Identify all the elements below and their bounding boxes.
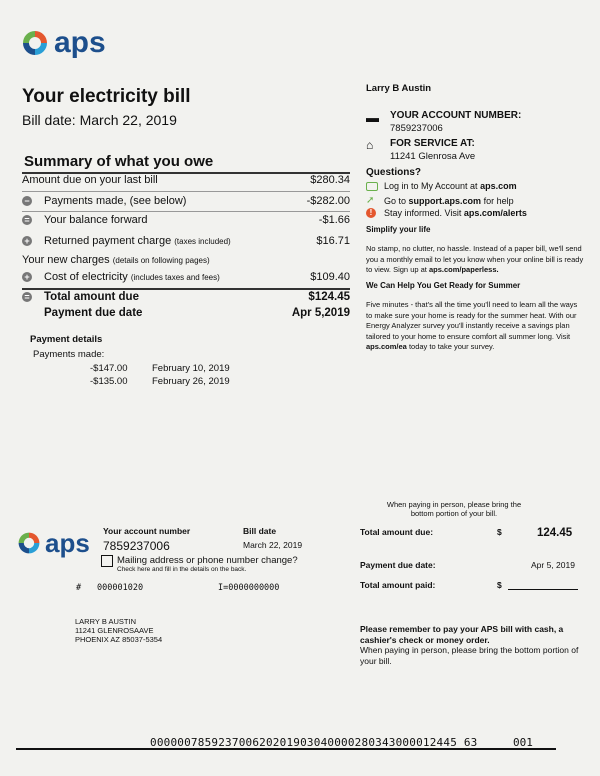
- scanline-tail: 001: [513, 736, 533, 749]
- equals-icon: =: [22, 215, 32, 225]
- rule: [22, 191, 350, 192]
- scanline: 000000785923700620201903040000280343000012445 63: [150, 736, 478, 749]
- stub-due-date-value: Apr 5, 2019: [531, 560, 575, 570]
- account-label: YOUR ACCOUNT NUMBER:: [390, 110, 522, 121]
- payments-row: [22, 195, 350, 207]
- electricity-note: (includes taxes and fees): [130, 272, 220, 282]
- stub-dollar-sign: $: [497, 527, 502, 537]
- payment-reminder: [360, 624, 590, 666]
- forward-row: [22, 214, 350, 226]
- login-text: Log in to My Account at: [384, 181, 478, 191]
- alerts-link[interactable]: aps.com/alerts: [463, 208, 527, 218]
- stub-account-number: 7859237006: [103, 539, 170, 553]
- simplify-body: [366, 244, 584, 276]
- forward-value: -$1.66: [318, 214, 350, 226]
- support-tail: for help: [483, 195, 514, 206]
- reminder-text: When paying in person, please bring the bottom portion of your bill.: [360, 645, 579, 666]
- stub-due-date-label: Payment due date:: [360, 560, 436, 570]
- payments-label: Payments made, (see below): [44, 195, 187, 207]
- stub-total-due-label: Total amount due:: [360, 527, 434, 537]
- last-bill-value: $280.34: [310, 174, 350, 186]
- aps-logo: [20, 28, 106, 58]
- plus-icon: +: [22, 236, 32, 246]
- login-row: [366, 181, 517, 191]
- electricity-row: [22, 271, 350, 283]
- equals-icon: =: [22, 292, 32, 302]
- support-link[interactable]: support.aps.com: [408, 195, 482, 206]
- total-row: [22, 291, 350, 303]
- bill-date: Bill date: March 22, 2019: [22, 112, 177, 128]
- house-icon: ⌂: [366, 138, 374, 152]
- returned-row: [22, 235, 350, 247]
- payment-amount: -$135.00: [90, 376, 128, 387]
- returned-value: $16.71: [316, 235, 350, 247]
- alerts-row: [366, 208, 527, 218]
- electricity-label: Cost of electricity: [44, 271, 128, 283]
- stub-code2: I=0000000000: [218, 583, 280, 593]
- alert-icon: !: [366, 208, 376, 218]
- cursor-icon: ➚: [366, 195, 375, 206]
- payment-row: [90, 363, 230, 374]
- simplify-title: Simplify your life: [366, 225, 431, 234]
- alerts-text: Stay informed. Visit: [384, 208, 462, 218]
- stub-logo-text: aps: [45, 528, 90, 558]
- hash-mark: #: [76, 583, 82, 593]
- support-text: Go to: [384, 195, 407, 206]
- address-line: 11241 GLENROSAAVE: [75, 626, 154, 635]
- summer-body: [366, 300, 584, 353]
- aps-logo-mark-icon: [16, 530, 42, 556]
- minus-icon: −: [22, 196, 32, 206]
- last-bill-label: Amount due on your last bill: [22, 174, 158, 186]
- logo-text: aps: [54, 26, 106, 59]
- service-address: 11241 Glenrosa Ave: [390, 151, 476, 162]
- account-number: 7859237006: [390, 123, 443, 134]
- due-label: Payment due date: [44, 307, 143, 319]
- returned-note: (taxes included): [174, 236, 231, 246]
- service-block: [366, 138, 475, 162]
- aps-logo-mark-icon: [20, 28, 50, 58]
- address-line: PHOENIX AZ 85037-5354: [75, 635, 163, 644]
- in-person-note: When paying in person, please bring the bottom portion of your bill.: [386, 500, 522, 518]
- stub-billdate-value: March 22, 2019: [243, 540, 303, 550]
- summary-title: Summary of what you owe: [24, 153, 214, 170]
- simplify-text: No stamp, no clutter, no hassle. Instead of a paper bill, we'll send you a monthly email to let you know when your online bill is ready to view. Sign up at: [366, 244, 584, 274]
- service-label: FOR SERVICE AT:: [390, 138, 475, 149]
- stub-code1: 000001020: [97, 583, 144, 593]
- questions-title: Questions?: [366, 167, 422, 178]
- returned-label: Returned payment charge: [44, 235, 172, 247]
- mailing-change-checkbox[interactable]: [101, 555, 113, 567]
- total-value: $124.45: [308, 291, 350, 303]
- last-bill-row: [22, 174, 350, 186]
- address-line: LARRY B AUSTIN: [75, 617, 136, 626]
- rule: [22, 211, 350, 212]
- stub-dollar-sign: $: [497, 580, 502, 590]
- payment-date: February 26, 2019: [152, 376, 230, 387]
- amount-paid-field[interactable]: [508, 589, 578, 590]
- paperless-link[interactable]: aps.com/paperless.: [428, 265, 499, 274]
- new-charges-note: (details on following pages): [112, 255, 210, 265]
- summer-tail: today to take your survey.: [408, 342, 495, 351]
- stub-paid-label: Total amount paid:: [360, 580, 436, 590]
- electricity-value: $109.40: [310, 271, 350, 283]
- folder-icon: ▬: [366, 110, 379, 125]
- stub-account-label: Your account number: [103, 526, 191, 536]
- payment-row: [90, 376, 230, 387]
- page-title: Your electricity bill: [22, 86, 191, 107]
- summer-text: Five minutes - that's all the time you'll need to learn all the ways to make sure your home is ready for the summer heat. With our Energy Analyzer survey you'll instantly receive a savings plan tailored to your home to ensure comfort all summer long. Visit: [366, 300, 578, 341]
- mailing-address: [75, 617, 162, 644]
- total-label: Total amount due: [44, 291, 139, 303]
- due-value: Apr 5,2019: [291, 307, 350, 319]
- due-row: [22, 307, 350, 319]
- ea-link[interactable]: aps.com/ea: [366, 342, 407, 351]
- account-block: [366, 110, 521, 134]
- plus-icon: +: [22, 272, 32, 282]
- reminder-bold: Please remember to pay your APS bill with cash, a cashier's check or money order.: [360, 624, 564, 645]
- login-link[interactable]: aps.com: [480, 181, 517, 191]
- right-column: [366, 83, 588, 351]
- payment-details-title: Payment details: [30, 334, 103, 345]
- stub-billdate-label: Bill date: [243, 526, 277, 536]
- mailing-label: Mailing address or phone number change?: [117, 555, 298, 566]
- payment-details-subtitle: Payments made:: [33, 349, 105, 360]
- summer-title: We Can Help You Get Ready for Summer: [366, 281, 521, 290]
- new-charges-label: Your new charges: [22, 254, 110, 266]
- support-row: [366, 195, 514, 206]
- new-charges-row: [22, 254, 350, 266]
- stub-total-due-value: 124.45: [537, 527, 573, 539]
- stub-aps-logo: [16, 530, 90, 556]
- total-rule: [22, 288, 350, 290]
- chat-icon: [366, 182, 378, 191]
- customer-name: Larry B Austin: [366, 83, 432, 94]
- mailing-note: Check here and fill in the details on the back.: [117, 566, 247, 573]
- payment-amount: -$147.00: [90, 363, 128, 374]
- forward-label: Your balance forward: [44, 214, 148, 226]
- payments-value: -$282.00: [306, 195, 350, 207]
- payment-date: February 10, 2019: [152, 363, 230, 374]
